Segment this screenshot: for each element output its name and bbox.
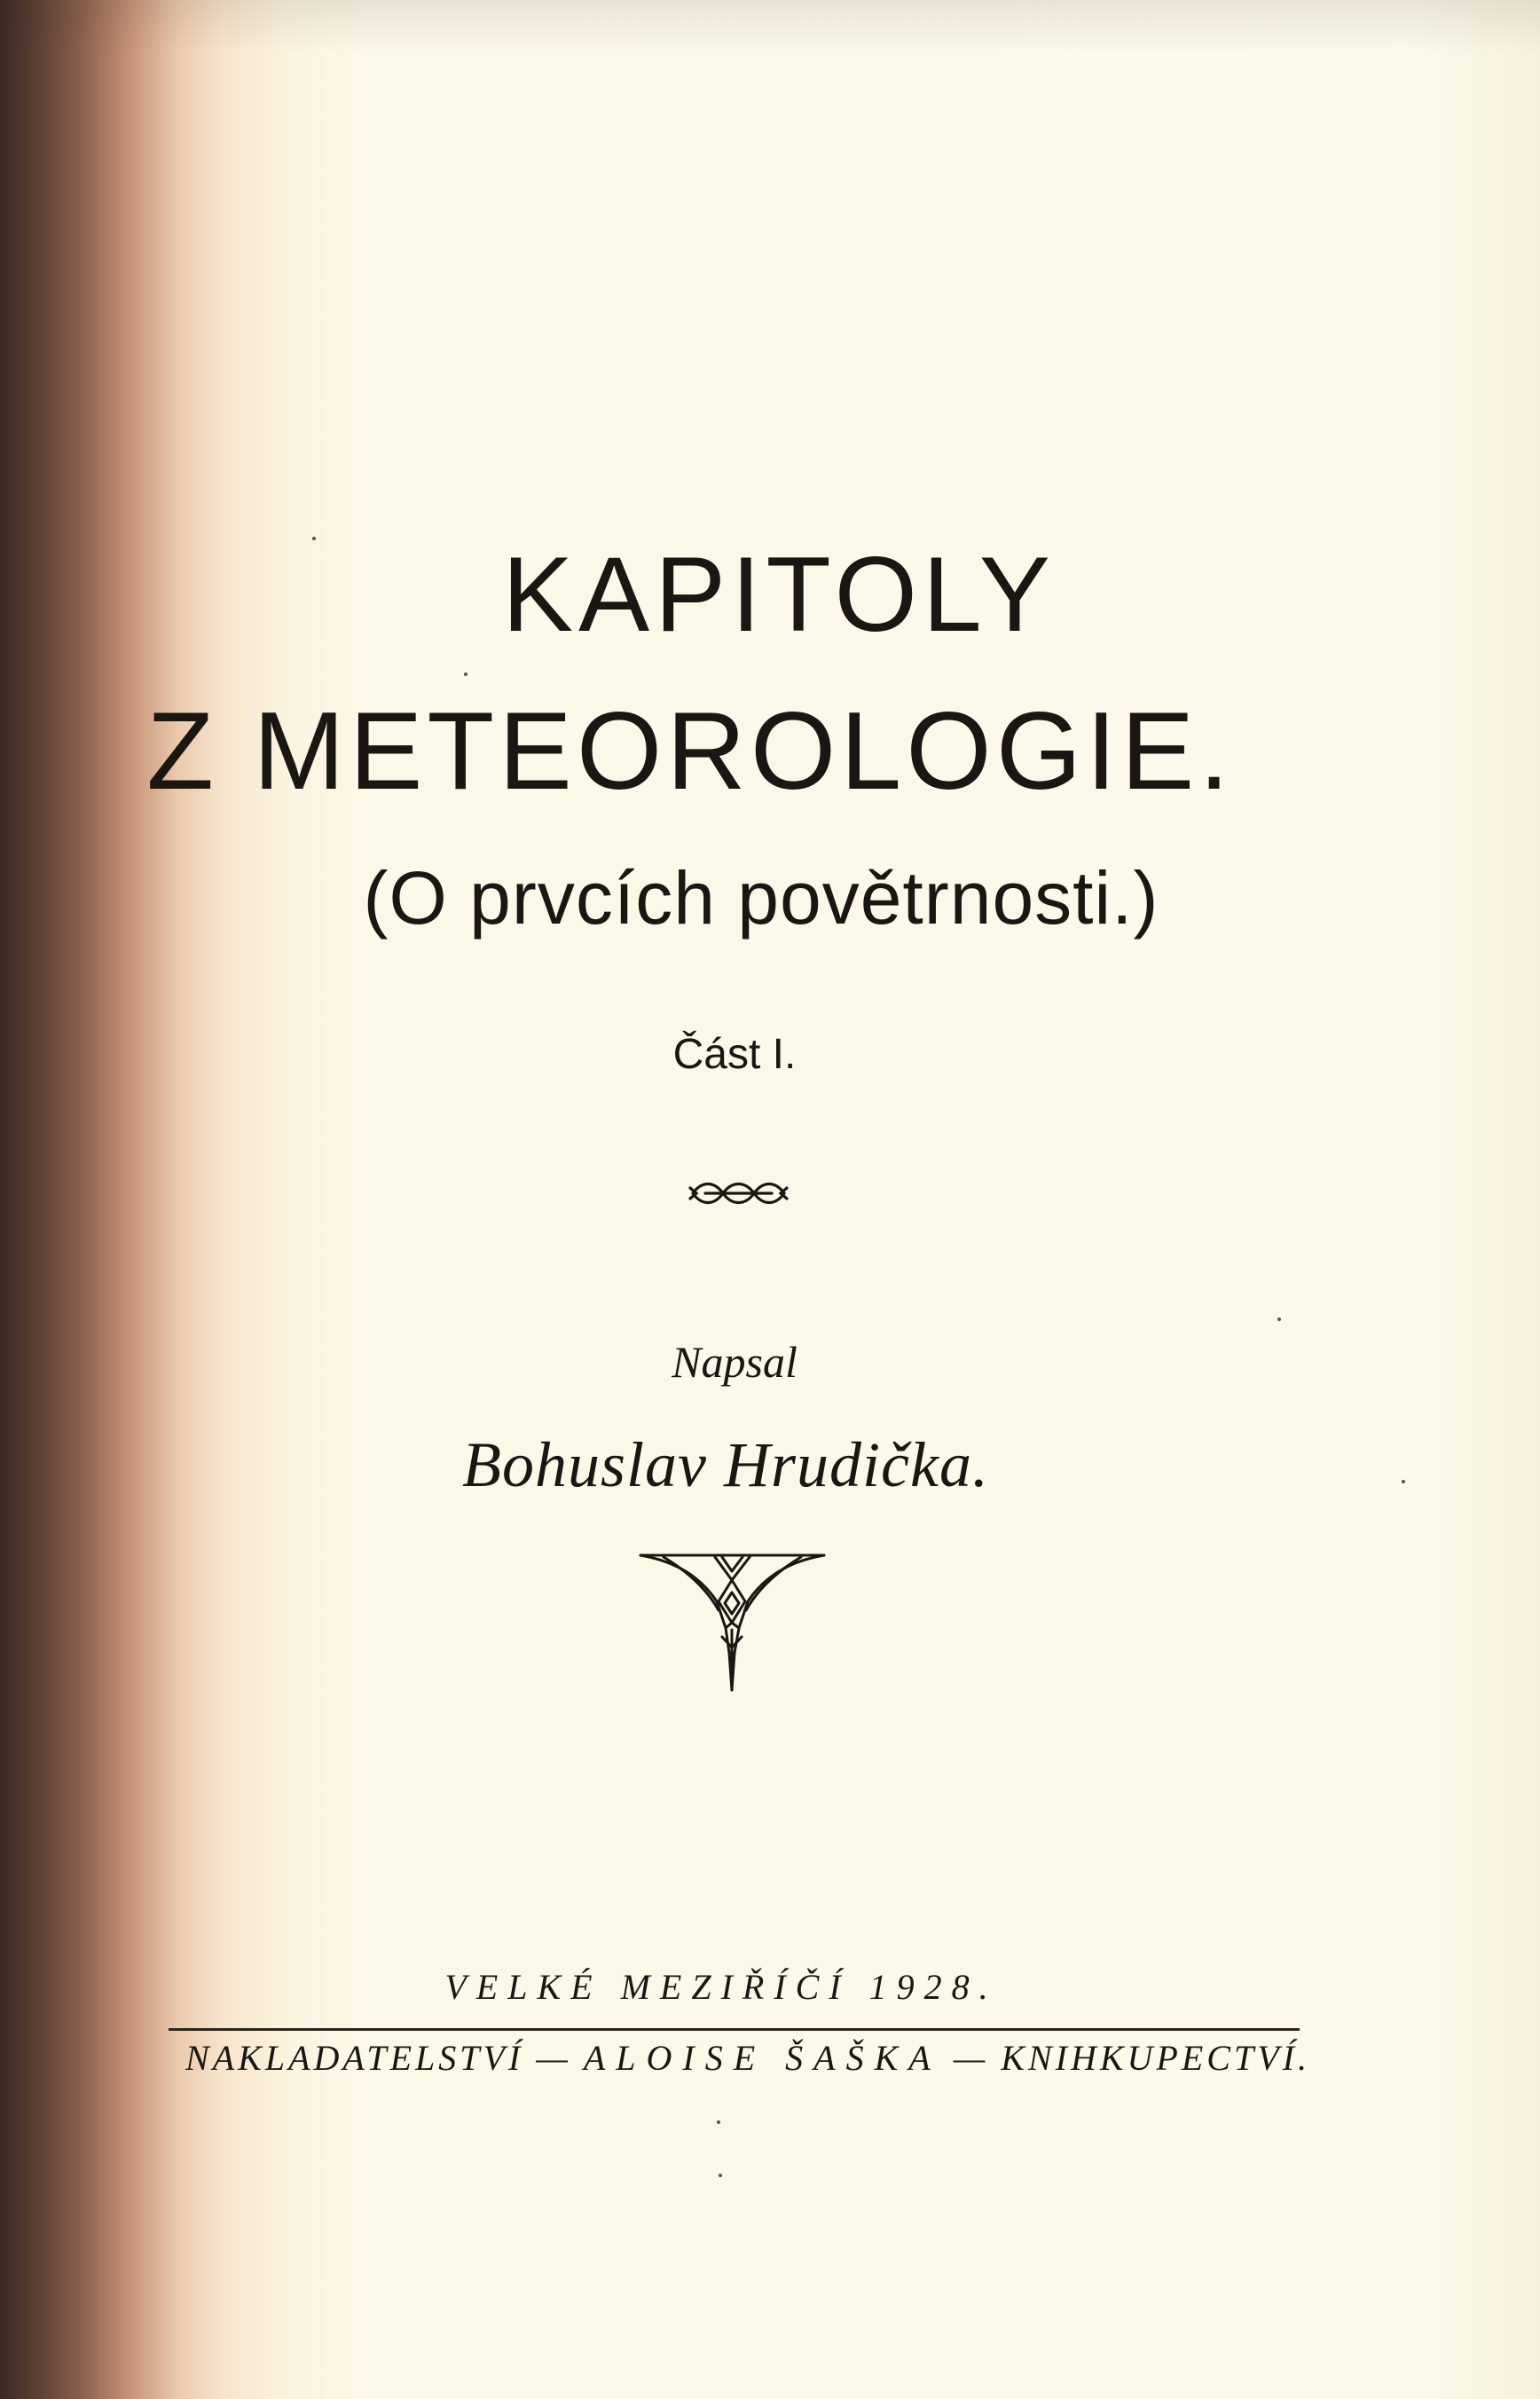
place-and-year: VELKÉ MEZIŘÍČÍ 1928.	[444, 1967, 998, 2007]
imprint-rule	[169, 2028, 1300, 2031]
part-label: Část I.	[672, 1031, 797, 1078]
publisher-left: NAKLADATELSTVÍ —	[185, 2038, 571, 2078]
publisher-right: — KNIHKUPECTVÍ.	[953, 2038, 1310, 2078]
title-line-1: KAPITOLY	[502, 535, 1056, 654]
small-knot-ornament-icon	[688, 1176, 790, 1211]
paper-speck	[719, 2174, 722, 2177]
paper-speck	[312, 537, 316, 540]
page-shading	[0, 0, 1540, 53]
publisher-line	[0, 2038, 1518, 2078]
byline-label: Napsal	[672, 1337, 798, 1387]
paper-speck	[1277, 1317, 1281, 1321]
paper-speck	[1402, 1480, 1405, 1483]
paper-speck	[464, 673, 468, 676]
subtitle: (O prvcích povětrnosti.)	[363, 856, 1159, 940]
publisher-name: ALOISE ŠAŠKA	[583, 2038, 941, 2078]
title-line-2: Z METEOROLOGIE.	[146, 690, 1234, 813]
paper-speck	[717, 2120, 720, 2124]
author-name: Bohuslav Hrudička.	[462, 1429, 989, 1500]
vignette-ornament-icon	[637, 1548, 828, 1695]
